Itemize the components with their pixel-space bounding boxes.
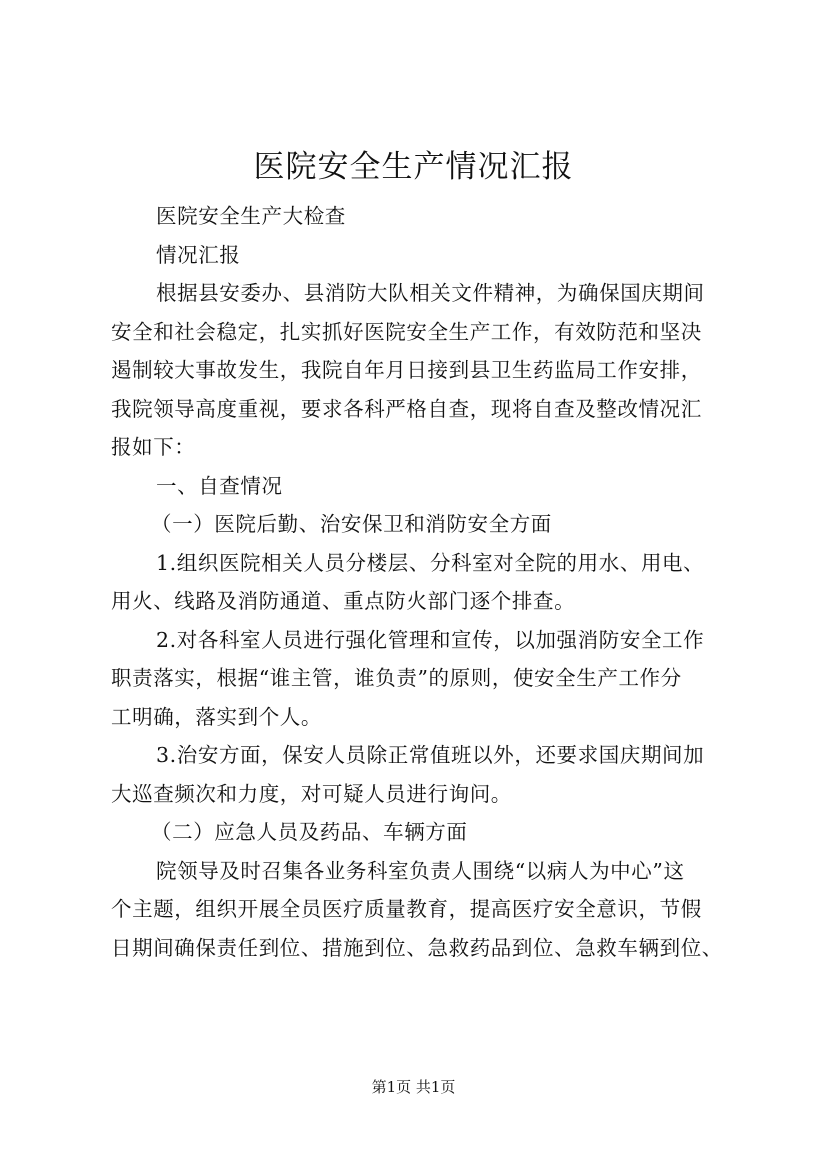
body-line: 日期间确保责任到位、措施到位、急救药品到位、急救车辆到位、 xyxy=(111,935,723,960)
body-line: 工明确，落实到个人。 xyxy=(111,704,322,729)
body-line: 个主题，组织开展全员医疗质量教育，提高医疗安全意识，节假 xyxy=(111,897,702,921)
subsection-heading: （一）医院后勤、治安保卫和消防安全方面 xyxy=(151,512,552,536)
body-line: 3.治安方面，保安人员除正常值班以外，还要求国庆期间加 xyxy=(156,743,705,767)
body-line: 大巡查频次和力度，对可疑人员进行询问。 xyxy=(111,781,512,806)
body-line: 根据县安委办、县消防大队相关文件精神，为确保国庆期间 xyxy=(156,281,705,305)
body-line: 院领导及时召集各业务科室负责人围绕“以病人为中心”这 xyxy=(156,858,685,883)
body-line: 2.对各科室人员进行强化管理和宣传，以加强消防安全工作 xyxy=(156,627,705,652)
body-line: 遏制较大事故发生，我院自年月日接到县卫生药监局工作安排， xyxy=(111,358,702,382)
page-number: 第1页 共1页 xyxy=(371,1078,456,1096)
body-line: 情况汇报 xyxy=(156,242,241,267)
body-line: 职责落实，根据“谁主管，谁负责”的原则，使安全生产工作分 xyxy=(111,666,682,690)
document-body xyxy=(111,197,741,967)
subsection-heading: （二）应急人员及药品、车辆方面 xyxy=(151,820,468,844)
section-heading: 一、自查情况 xyxy=(156,473,283,498)
body-line: 医院安全生产大检查 xyxy=(156,204,346,228)
body-line: 我院领导高度重视，要求各科严格自查，现将自查及整改情况汇 xyxy=(111,396,702,421)
body-line: 安全和社会稳定，扎实抓好医院安全生产工作，有效防范和坚决 xyxy=(111,319,702,344)
body-line: 1.组织医院相关人员分楼层、分科室对全院的用水、用电、 xyxy=(156,550,705,575)
body-line: 用火、线路及消防通道、重点防火部门逐个排查。 xyxy=(111,589,576,613)
document-title: 医院安全生产情况汇报 xyxy=(253,149,574,185)
body-line: 报如下： xyxy=(111,435,196,459)
